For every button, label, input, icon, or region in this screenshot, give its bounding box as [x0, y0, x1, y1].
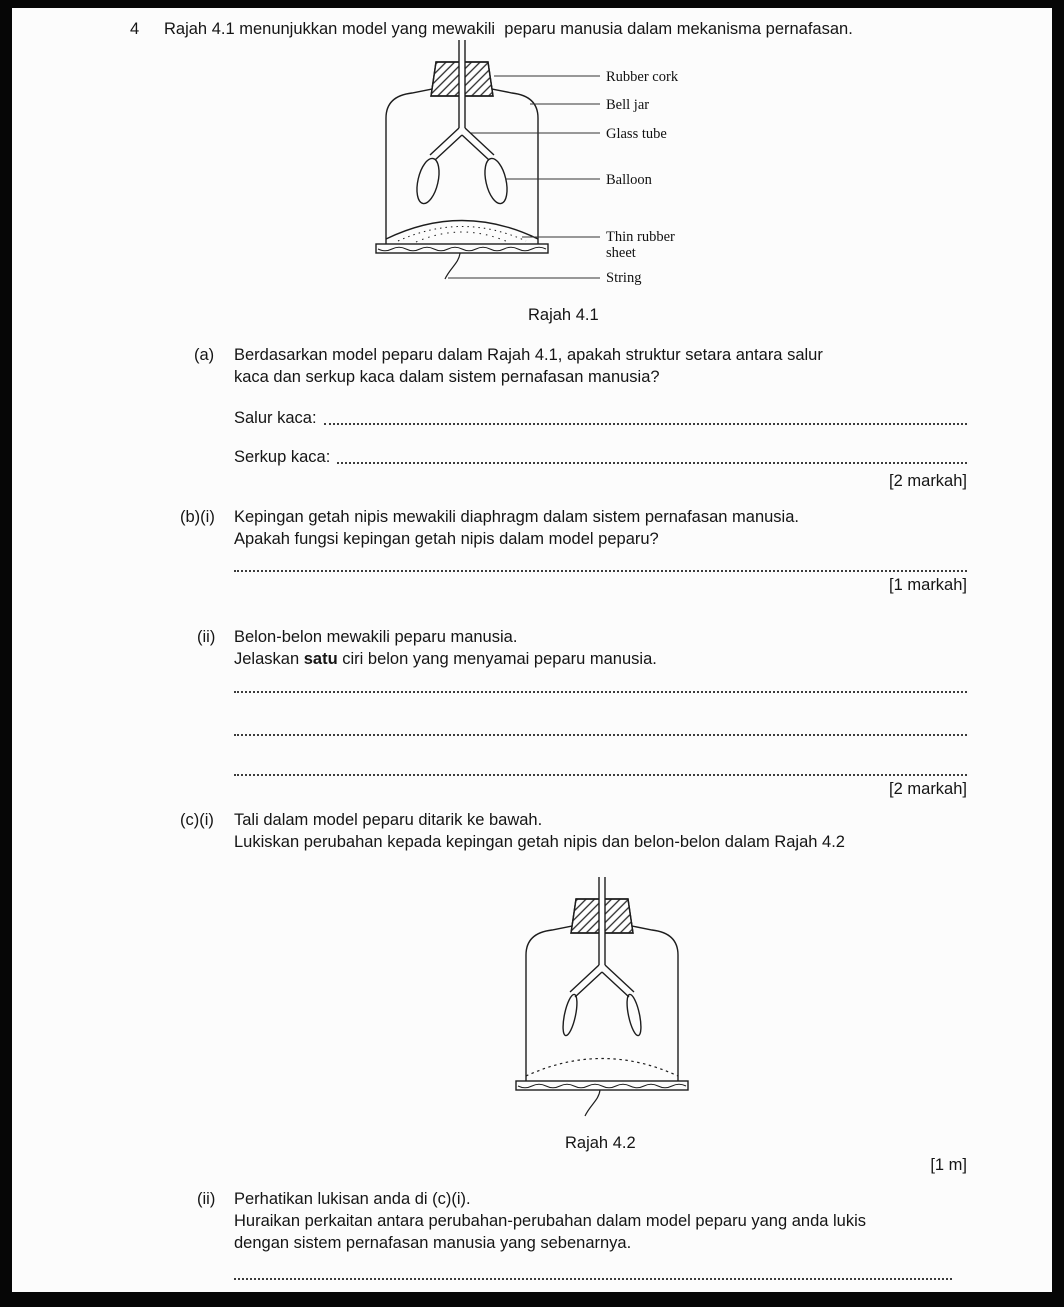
part-b-ii-marks: [2 markah] [889, 780, 967, 798]
label-balloon: Balloon [606, 172, 652, 188]
part-b-i-line1: Kepingan getah nipis mewakili diaphragm dalam sistem pernafasan manusia. [234, 508, 799, 526]
part-c-ii-line1: Perhatikan lukisan anda di (c)(i). [234, 1190, 471, 1208]
figure-rajah-4-1 [372, 16, 702, 292]
part-b-ii-line2: Jelaskan satu ciri belon yang menyamai peparu manusia. [234, 650, 657, 668]
part-b-ii-answer-line-1 [234, 691, 967, 693]
glass-tube-fork-2 [570, 965, 634, 997]
part-b-i-line2: Apakah fungsi kepingan getah nipis dalam model peparu? [234, 530, 659, 548]
part-c-ii-answer-line [234, 1278, 952, 1280]
part-c-i-line1: Tali dalam model peparu ditarik ke bawah. [234, 811, 543, 829]
part-c-ii-line3: dengan sistem pernafasan manusia yang sebenarnya. [234, 1234, 632, 1252]
label-bell-jar: Bell jar [606, 97, 650, 113]
label-rubber-cork: Rubber cork [606, 69, 679, 85]
part-b-ii-answer-line-3 [234, 774, 967, 776]
label-glass-tube: Glass tube [606, 126, 667, 142]
part-b-i-label: (b)(i) [180, 508, 215, 526]
salur-kaca-answer-line [324, 423, 967, 425]
part-b-ii-label: (ii) [197, 628, 216, 646]
rim-wave [378, 247, 546, 251]
figure2-marks: [1 m] [930, 1156, 967, 1174]
part-b-ii [197, 626, 967, 800]
part-c-ii-label: (ii) [197, 1190, 216, 1208]
part-b-i-answer-line [234, 570, 967, 572]
label-thin-rubber-sheet-1: Thin rubber [606, 229, 675, 245]
serkup-kaca-row [234, 446, 967, 468]
salur-kaca-label: Salur kaca: [234, 409, 317, 427]
part-c-i-line2: Lukiskan perubahan kepada kepingan getah nipis dan belon-belon dalam Rajah 4.2 [234, 833, 845, 851]
question-intro-text: Rajah 4.1 menunjukkan model yang mewakili peparu manusia dalam mekanisma pernafasan. [164, 20, 853, 38]
part-a-line1: Berdasarkan model peparu dalam Rajah 4.1, apakah struktur setara antara salur [234, 346, 823, 364]
bold-satu: satu [303, 650, 338, 668]
figure1-caption: Rajah 4.1 [528, 306, 599, 324]
part-a-label: (a) [194, 346, 215, 364]
rim-wave-2 [518, 1084, 686, 1088]
question-number: 4 [130, 20, 140, 38]
serkup-kaca-answer-line [337, 462, 967, 464]
part-c-i-label: (c)(i) [180, 811, 214, 829]
balloon-left [413, 156, 443, 205]
part-a-marks: [2 markah] [889, 472, 967, 490]
balloon-right-deflated [624, 993, 643, 1036]
part-a [194, 344, 967, 492]
thin-rubber-sheet-dotted [526, 1059, 678, 1077]
part-c-i [180, 809, 967, 853]
string [445, 253, 460, 279]
balloon-left-deflated [560, 993, 579, 1036]
part-b-ii-answer-line-2 [234, 734, 967, 736]
figure-rajah-4-2 [512, 853, 692, 1129]
string-2 [585, 1090, 600, 1116]
figure2-caption: Rajah 4.2 [565, 1134, 636, 1152]
label-thin-rubber-sheet-2: sheet [606, 245, 636, 261]
part-b-i-marks: [1 markah] [889, 576, 967, 594]
part-c-ii [197, 1188, 967, 1280]
part-b-i [180, 506, 967, 596]
part-a-line2: kaca dan serkup kaca dalam sistem pernafasan manusia? [234, 368, 660, 386]
exam-page [12, 8, 1052, 1292]
sheet-stipple [398, 227, 526, 242]
serkup-kaca-label: Serkup kaca: [234, 448, 331, 466]
sheet-stipple-2 [416, 232, 508, 242]
glass-tube-bore [460, 61, 465, 97]
glass-tube-bore-2 [600, 898, 605, 934]
label-string: String [606, 270, 642, 286]
part-b-ii-line1: Belon-belon mewakili peparu manusia. [234, 628, 518, 646]
balloon-right [481, 156, 511, 205]
salur-kaca-row [234, 407, 967, 429]
part-c-ii-line2: Huraikan perkaitan antara perubahan-perubahan dalam model peparu yang anda lukis [234, 1212, 867, 1230]
